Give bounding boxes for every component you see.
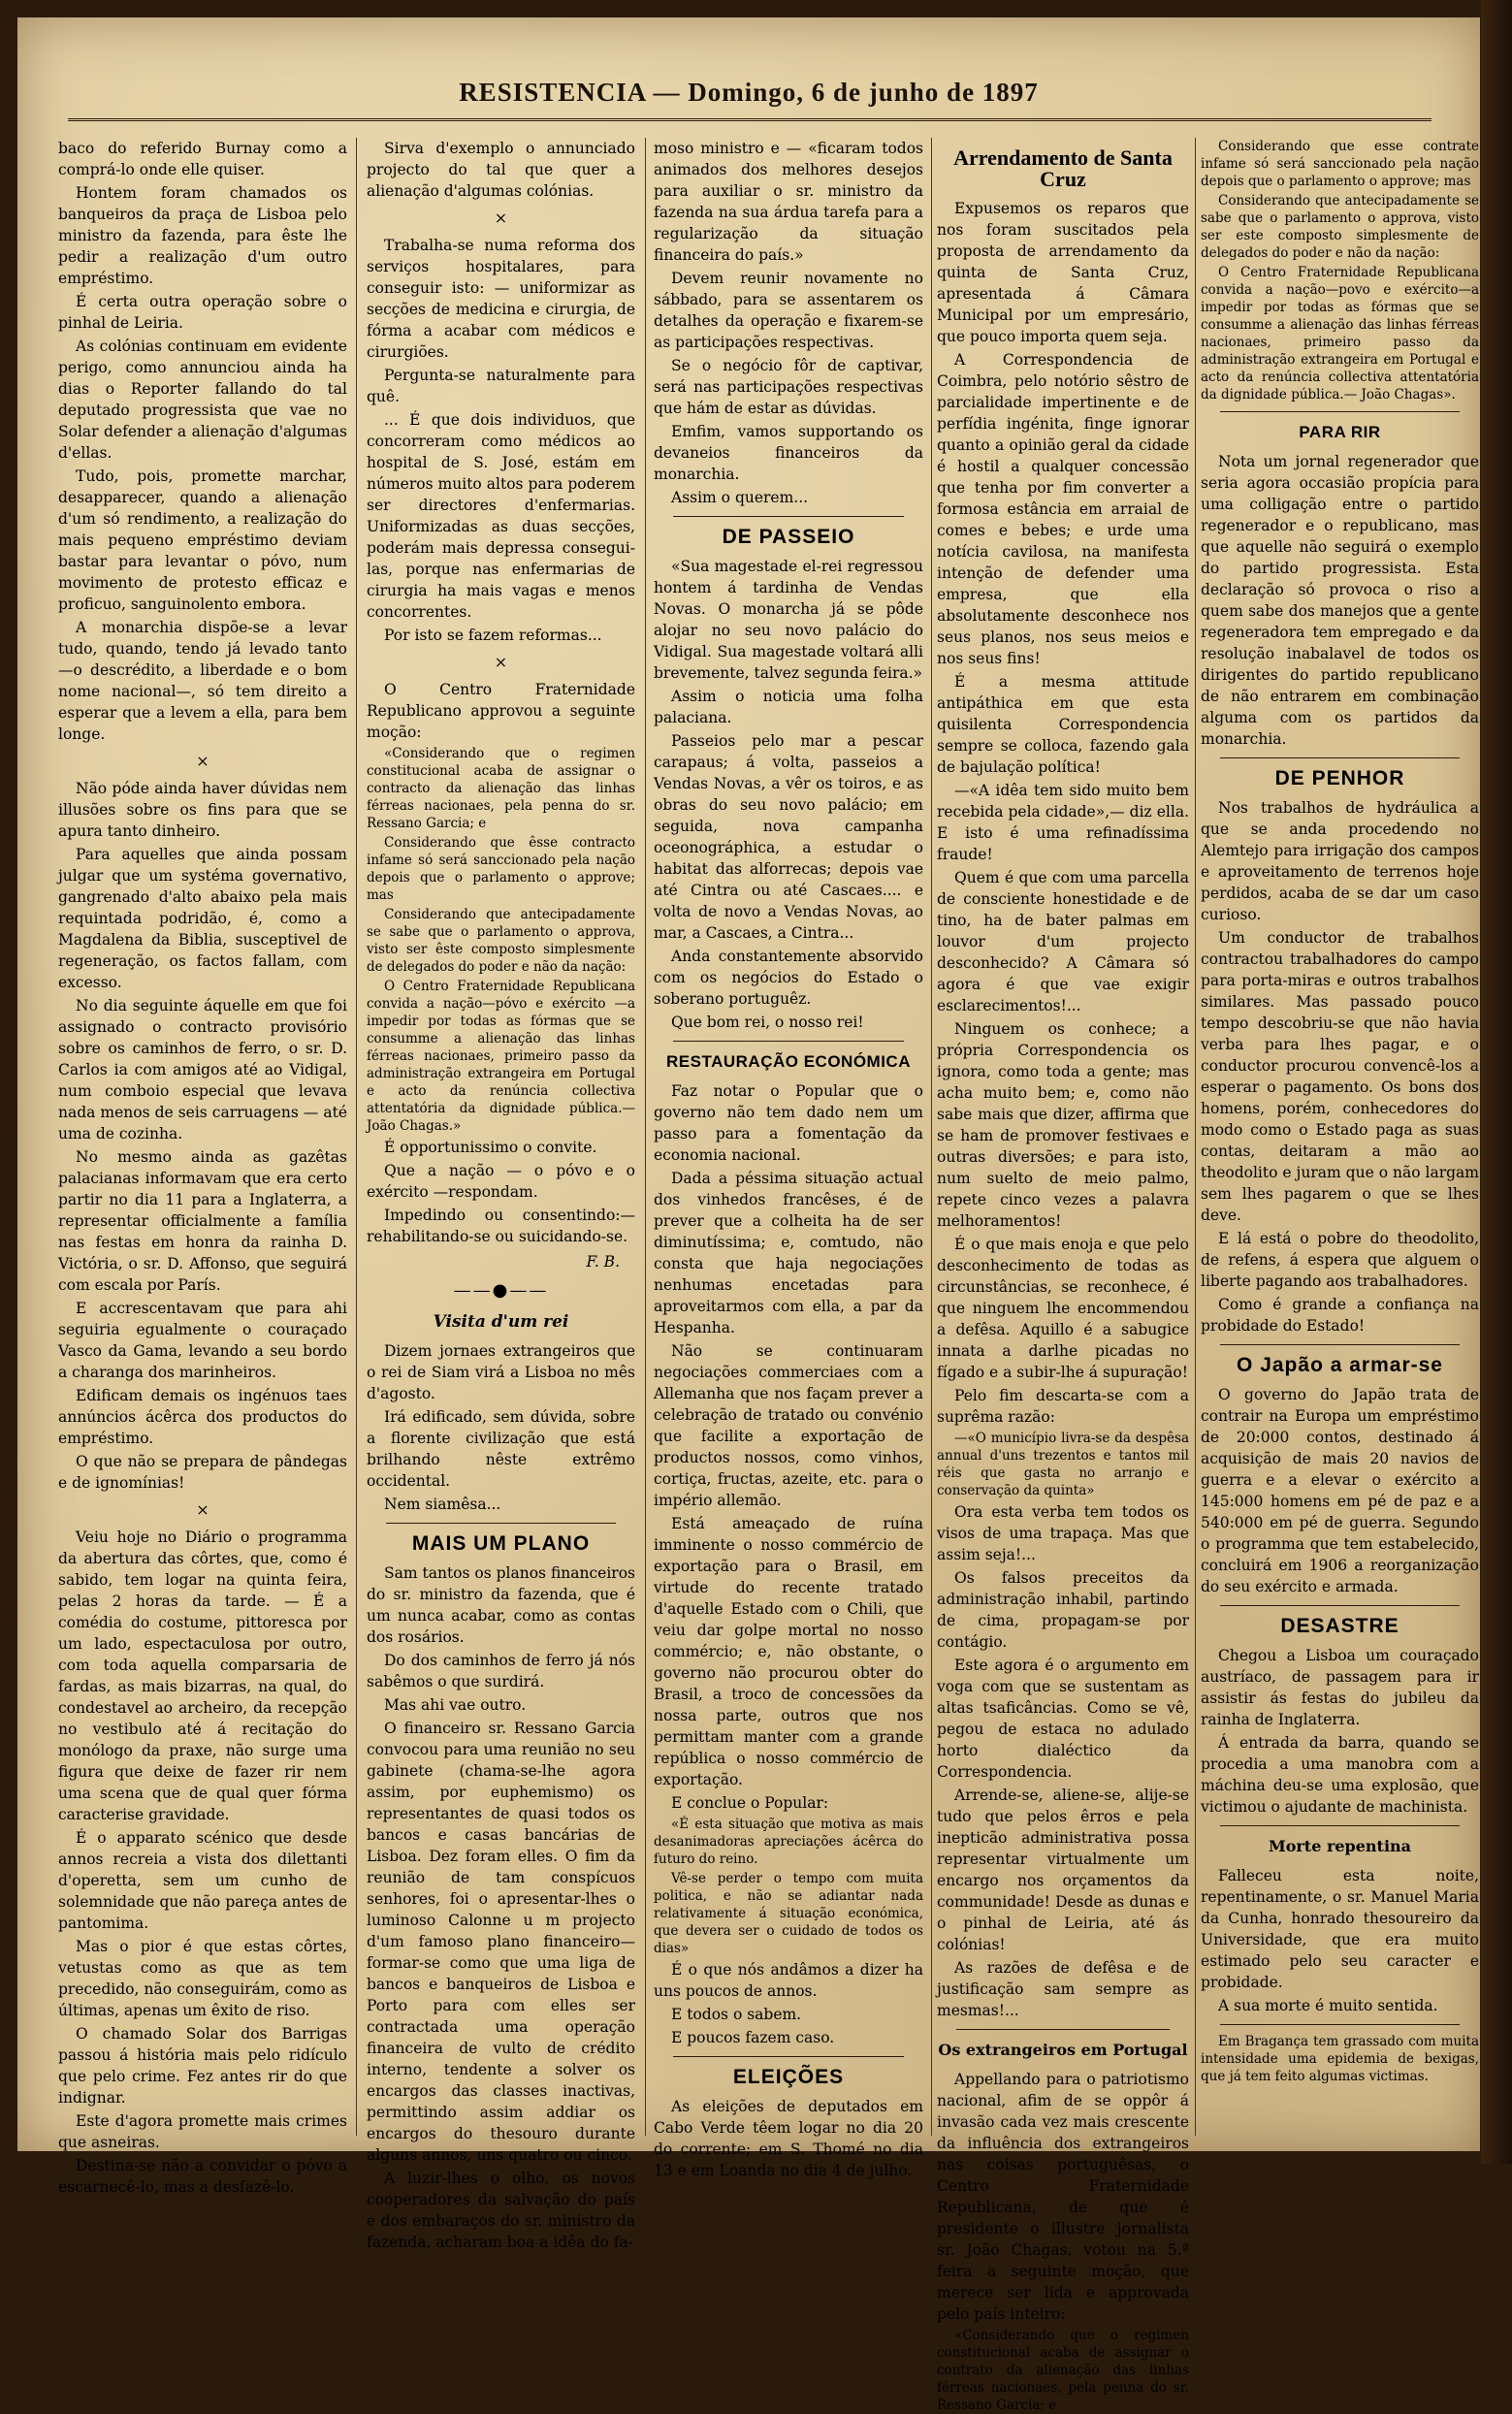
quoted-text: —«O município livra-se da despêsa annual d'uns trezentos e tantos mil réis que gasta no arranjo e conservação da quinta» [937, 1431, 1189, 1498]
masthead-rule [68, 118, 1432, 121]
headline-de-passeio: DE PASSEIO [722, 526, 855, 548]
divider [1220, 2024, 1460, 2025]
paragraph: É a mesma attitude antipáthica em que esta quisilenta Correspondencia sempre se colloca, fazendo gala de bajulação política! [937, 673, 1189, 776]
paragraph: É o apparato scénico que desde annos recreia a vista dos dilettanti d'operetta, sem um cunho de solemnidade que não pareça antes de pantomima. [58, 1829, 347, 1932]
paragraph: O financeiro sr. Ressano Garcia convocou para uma reunião no seu gabinete (chama-se-lhe agora assim, por euphemismo) os representantes de quasi todos os bancos e casas bancárias de Lisboa. Dez foram elles. O fim da reunião de tam conspícuos senhores, foi o apresentar-lhes o luminoso Calonne u m projecto d'um famoso plano financeiro—formar-se como que uma liga de bancos e banqueiros de Lisboa e Porto para com elles ser contractada uma operação financeira de vulto de crédito interno, tendente a solver os encargos das classes inactivas, permittindo assim addiar os encargos do thesouro durante alguns annos, uns quatro ou cinco. [367, 1720, 635, 2164]
paragraph: Emfim, vamos supportando os devaneios financeiros da monarchia. [654, 423, 923, 483]
paragraph: E lá está o pobre do theodolito, de refens, á espera que alguem o liberte pagando aos trabalhadores. [1201, 1230, 1479, 1290]
divider [1220, 411, 1460, 412]
paragraph: Tudo, pois, promette marchar, desapparecer, quando a alienação d'um só rendimento, a realização do mais pequeno empréstimo deviam bastar para levantar o póvo, num movimento de protesto efficaz e proficuo, sanguinolento embora. [58, 467, 347, 613]
paragraph: O que não se prepara de pândegas e de ignomínias! [58, 1453, 347, 1492]
headline-santa-cruz: Arrendamento de Santa Cruz [953, 145, 1173, 191]
divider [673, 2056, 904, 2057]
column-divider [1195, 138, 1196, 2136]
paragraph: Se o negócio fôr de captivar, será nas participações respectivas que hám de estar as dúvidas. [654, 357, 923, 417]
paragraph: Nota um jornal regenerador que seria agora occasião propícia para uma colligação entre o partido regenerador e o republicano, mas que aquelle não seguirá o exemplo do partido progressista. Esta declaração só provoca o riso a quem sabe dos manejos que a gente regeneradora tem empregado e da resolução inabalavel de todos os dirigentes do partido republicano de não entrarem em combinação alguma com os partidos da monarchia. [1201, 453, 1479, 748]
paragraph: E conclue o Popular: [671, 1794, 829, 1812]
paragraph: No dia seguinte áquelle em que foi assignado o contracto provisório sobre os caminhos de ferro, o sr. D. Carlos ia com amigos até ao Vidigal, num comboio especial que levava nada menos de seis carruagens — até uma de cozinha. [58, 997, 347, 1143]
paragraph: Edificam demais os ingénuos taes annúncios ácêrca dos productos do empréstimo. [58, 1387, 347, 1447]
paragraph: É o que mais enoja e que pelo desconhecimento de todas as circunstâncias, se reconhece, é que ninguem lhe encommendou a defêsa. Aquillo é a sabugice innata a darlhe picadas no fígado e a subir-lhe á supuração! [937, 1236, 1189, 1381]
paragraph: Pelo fim descarta-se com a suprêma razão: [937, 1387, 1189, 1426]
paragraph: Destina-se não a convidar o póvo a escarnecê-lo, mas a desfazê-lo. [58, 2157, 347, 2196]
section-separator: × [196, 1500, 209, 1519]
paragraph: Falleceu esta noite, repentinamente, o sr. Manuel Maria da Cunha, honrado thesoureiro da Universidade, que era muito estimado pelo seu caracter e probidade. [1201, 1867, 1479, 1991]
paragraph: Á entrada da barra, quando se procedia a uma manobra com a máchina deu-se uma explosão, que victimou o ajudante de machinista. [1201, 1734, 1479, 1816]
paragraph: Hontem foram chamados os banqueiros da praça de Lisboa pelo ministro da fazenda, para êste lhe pedir a realização d'um outro empréstimo. [58, 184, 347, 287]
paragraph: As colónias continuam em evidente perigo, como annunciou ainda ha dias o Reporter fallando do tal deputado progressista que vae no Solar defender a alienação d'algumas d'ellas. [58, 338, 347, 462]
quoted-text: Vê-se perder o tempo com muita politica, e não se adiantar nada relativamente á situação económica, que devera ser o cuidado de todos os dias» [654, 1871, 923, 1956]
paragraph: Pergunta-se naturalmente para quê. [367, 367, 635, 405]
paragraph: No mesmo ainda as gazêtas palacianas informavam que era certo partir no dia 11 para a Inglaterra, a representar officialmente a família nas festas em honra da rainha D. Victória, o sr. D. Affonso, que seguirá com escala por París. [58, 1148, 347, 1294]
paragraph: Veiu hoje no Diário o programma da abertura das côrtes, que, como é sabido, tem logar na quinta feira, pelas 2 horas da tarde. — É a comédia do costume, pittoresca por um lado, espectaculosa por outro, com toda aquella comparsaria de fardas, as mais bizarras, na qual, do condestavel ao archeiro, da recepção no vestibulo até á recitação do monólogo da praxe, não surge uma figura que deixe de fazer rir nem uma scena que de qual quer fórma caracterise gravidade. [58, 1529, 347, 1823]
paragraph: Expusemos os reparos que nos foram suscitados pela proposta de arrendamento da quinta de Santa Cruz, apresentada á Câmara Municipal por um empresário, que pouco importa quem seja. [937, 200, 1189, 345]
headline-para-rir: PARA RIR [1299, 423, 1381, 441]
paragraph: É opportunissimo o convite. [384, 1139, 597, 1156]
headline-mais-um-plano: MAIS UM PLANO [411, 1532, 591, 1555]
quoted-motion: Considerando que êsse contracto infame só será sanccionado pela nação depois que o parlamento o approve; mas [367, 835, 635, 903]
paragraph: E poucos fazem caso. [671, 2029, 835, 2046]
ornament-divider: ——●—— [453, 1280, 549, 1301]
quoted-motion: O Centro Fraternidade Republicana convida a nação—povo e exército—a impedir por todas as fórmas que se consumme a alienação das linhas férreas nacionaes, primeiro passo da administração extrangeira em Portugal e acto da renúncia collectiva attentatória da dignidade pública.— João Chagas». [1201, 265, 1479, 402]
column-divider [356, 138, 357, 2136]
paragraph: O chamado Solar dos Barrigas passou á história mais pelo ridículo que pelo crime. Fez antes rir do que indignar. [58, 2025, 347, 2107]
paragraph: Arrende-se, aliene-se, alije-se tudo que pelos êrros e pela inepticão administrativa possa representar virtualmente um encargo nos orçamentos da communidade! Desde as dunas e o pinhal de Leiria, até ás colónias! [937, 1786, 1189, 1953]
section-separator: × [494, 209, 508, 227]
paragraph: Ninguem os conhece; a própria Correspondencia os ignora, como toda a gente; mas acha muito bem; e, como não sabe mais que dizer, affirma que se ham de promover festivaes e outras diversões; e para isto, num suelto de meio palmo, repete cinco vezes a palavra melhoramentos! [937, 1020, 1189, 1230]
paragraph: Nem siamêsa... [384, 1496, 501, 1513]
quoted-motion: Considerando que antecipadamente se sabe que o parlamento o approva, visto ser este composto simplesmente de delegados do poder e não da nação: [1201, 193, 1479, 261]
divider [956, 2029, 1170, 2030]
headline-visita: Visita d'um rei [433, 1312, 569, 1332]
paragraph: Chegou a Lisboa um couraçado austríaco, de passagem para ir assistir ás festas do jubileu da rainha de Inglaterra. [1201, 1647, 1479, 1728]
paragraph: Este agora é o argumento em voga com que se sustentam as altas tsaficâncias. Como se vê, pegou de estaca no adulado horto dialéctico da Correspondencia. [937, 1657, 1189, 1781]
paragraph: Ora esta verba tem todos os visos de uma trapaça. Mas que assim seja!... [937, 1503, 1189, 1563]
paragraph: Como é grande a confiança na probidade do Estado! [1201, 1296, 1479, 1335]
column-5 [1201, 138, 1479, 2136]
paragraph: As razões de defêsa e de justificação sam sempre as mesmas!... [937, 1959, 1189, 2019]
paragraph: Assim o querem... [671, 489, 809, 506]
headline-extrangeiros: Os extrangeiros em Portugal [938, 2041, 1188, 2059]
divider [1220, 1344, 1460, 1345]
paragraph: A Correspondencia de Coimbra, pelo notório sêstro de parcialidade impertinente e de perfídia ingénita, finge ignorar quanto a opinião geral da cidade é hostil a qualquer concessão que tenha por fim converter a formosa estância em arraial de comes e bebes; e urde uma notícia cavilosa, na manifesta intenção de defender uma empresa, que ella absolutamente desconhece nos seus planos, nos seus meios e nos seus fins! [937, 351, 1189, 667]
signature: F. B. [586, 1253, 620, 1271]
paragraph: Faz notar o Popular que o governo não tem dado nem um passo para a fomentação da economia nacional. [654, 1082, 923, 1164]
headline-eleicoes: ELEIÇÕES [732, 2066, 845, 2088]
quoted-motion: «Considerando que o regimen constitucional acaba de assignar o contracto da alienação das linhas férreas nacionaes, pela penna do sr. Ressano Garcia; e [367, 746, 635, 831]
paragraph: Em Bragança tem grassado com muita intensidade uma epidemia de bexigas, que já tem feito algumas victimas. [1201, 2034, 1479, 2084]
divider [1220, 1605, 1460, 1606]
quoted-motion: «Considerando que o regimen constitucional acaba de assignar o contrato da alienação das linhas férreas nacionaes, pela penna do sr. Ressano Garcia; e [937, 2328, 1189, 2413]
paragraph: Para aquelles que ainda possam julgar que um systéma governativo, gangrenado d'alto abaixo pela mais requintada podridão, é, como a Magdalena da Biblia, susceptivel de regeneração, os factos fallam, com excesso. [58, 846, 347, 991]
paragraph: É o que nós andâmos a dizer ha uns poucos de annos. [654, 1961, 923, 2000]
paragraph: A luzir-lhes o olho, os novos cooperadores da salvação do país e dos embaraços do sr. ministro da fazenda, acharam boa a idêa do fa- [367, 2170, 635, 2251]
paragraph: Não póde ainda haver dúvidas nem illusões sobre os fins para que se apura tanto dinheiro. [58, 780, 347, 840]
quoted-motion: Considerando que antecipadamente se sabe que o parlamento o approva, visto ser êste composto simplesmente de delegados do poder e não da nação: [367, 907, 635, 975]
paragraph: Mas ahi vae outro. [384, 1696, 527, 1714]
paragraph: Que a nação — o póvo e o exército —respondam. [367, 1162, 635, 1201]
paragraph: Não se continuaram negociações commerciaes com a Allemanha que nos façam prever a celebração de tratado ou convénio que facilite a exportação de productos nossos, como vinhos, cortiça, fructas, azeite, etc. para o império allemão. [654, 1342, 923, 1509]
paragraph: Irá edificado, sem dúvida, sobre a florente civilização que está brilhando nêste extrêmo occidental. [367, 1408, 635, 1490]
column-divider [931, 138, 932, 2136]
column-2 [367, 138, 635, 2251]
paragraph: A sua morte é muito sentida. [1218, 1997, 1438, 2014]
paragraph: Mas o pior é que estas côrtes, vetustas como as que as tem precedido, não conseguirám, como as últimas, apenas um êxito de riso. [58, 1938, 347, 2019]
paragraph: Sam tantos os planos financeiros do sr. ministro da fazenda, que é um nunca acabar, como as contas dos rosários. [367, 1564, 635, 1646]
column-1 [58, 138, 347, 2196]
paragraph: E todos o sabem. [671, 2006, 802, 2023]
paragraph: Dada a péssima situação actual dos vinhedos francêses, é de prever que a colheita ha de ser diminutíssima; e, comtudo, não consta que haja negociações nenhumas encetadas para aproveitarmos com ella, a par da Hespanha. [654, 1170, 923, 1336]
paragraph: Anda constantemente absorvido com os negócios do Estado o soberano portuguêz. [654, 948, 923, 1008]
paragraph: Que bom rei, o nosso rei! [671, 1014, 864, 1031]
paragraph: Sirva d'exemplo o annunciado projecto do tal que quer a alienação d'algumas colónias. [367, 140, 635, 200]
paragraph: ... É que dois individuos, que concorreram como médicos ao hospital de S. José, estám em números muito altos para poderem ser directores d'enfermarias. Uniformizadas as duas secções, poderám mais depressa consegui-las, porque nas enfermarias de cirurgia ha mais vagas e menos concorrentes. [367, 411, 635, 621]
paragraph: E accrescentavam que para ahi seguiria egualmente o couraçado Vasco da Gama, levando a seu bordo a charanga dos marinheiros. [58, 1300, 347, 1381]
paragraph: Devem reunir novamente no sábbado, para se assentarem os detalhes da operação e fixarem-se as participações respectivas. [654, 270, 923, 351]
paragraph: Quem é que com uma parcella de consciente honestidade e de tino, ha de bater palmas em louvor d'um projecto desconhecido? A Câmara só agora é que vae exigir esclarecimentos!... [937, 869, 1189, 1014]
paragraph: O governo do Japão trata de contrair na Europa um empréstimo de 20:000 contos, destinado á acquisição de mais 20 navios de guerra e a elevar o exército a 145:000 homens em pé de paz e a 540:000 em pé de guerra. Segundo o programma que tem estabelecido, concluirá em 1906 a reorganização do seu exército e armada. [1201, 1386, 1479, 1595]
column-4 [937, 138, 1189, 2413]
paragraph: Por isto se fazem reformas... [384, 627, 602, 644]
paragraph: O Centro Fraternidade Republicano approvou a seguinte moção: [367, 681, 635, 741]
paragraph: A monarchia dispõe-se a levar tudo, quando, tendo já levado tanto —o descrédito, a liberdade e o bom nome nacional—, só tem direito a esperar que a levem a ella, para bem longe. [58, 619, 347, 743]
paragraph: Passeios pelo mar a pescar carapaus; á volta, passeios a Vendas Novas, a vêr os toiros, e as obras do seu novo palácio; em seguida, nova campanha oceonográphica, a estudar o habitat das alforrecas; depois vae até Cintra ou até Cascaes.... e volta de novo a Vendas Novas, ao mar, a Cascaes, a Cintra... [654, 732, 923, 942]
paragraph: Appellando para o patriotismo nacional, afim de se oppôr á invasão cada vez mais crescente da influência dos extrangeiros nas coisas portuguêsas, o Centro Fraternidade Republicana, de que é presidente o illustre jornalista sr. João Chagas, votou na 5.ª feira a seguinte moção, que merece ser lida e approvada pelo país inteiro: [937, 2071, 1189, 2323]
divider [386, 1523, 616, 1524]
paragraph: «Sua magestade el-rei regressou hontem á tardinha de Vendas Novas. O monarcha já se pôde alojar no seu novo palácio do Vidigal. Sua magestade voltará alli brevemente, talvez segunda feira.» [654, 558, 923, 682]
paragraph: É certa outra operação sobre o pinhal de Leiria. [58, 293, 347, 332]
paragraph: Assim o noticia uma folha palaciana. [654, 688, 923, 726]
headline-de-penhor: DE PENHOR [1274, 767, 1405, 789]
paragraph: Dizem jornaes extrangeiros que o rei de Siam virá a Lisboa no mês d'agosto. [367, 1342, 635, 1402]
paragraph: Do dos caminhos de ferro já nós sabêmos o que surdirá. [367, 1652, 635, 1690]
divider [673, 516, 904, 517]
page-edge [1481, 0, 1512, 2164]
headline-desastre: DESASTRE [1280, 1615, 1399, 1637]
paragraph: Impedindo ou consentindo:— rehabilitando-se ou suicidando-se. [367, 1207, 635, 1245]
quoted-motion: O Centro Fraternidade Republicana convida a nação—póvo e exército —a impedir por todas as fórmas que se consumme a alienação das linhas férreas nacionaes, primeiro passo da administração extrangeira em Portugal e acto da renúncia collectiva attentatória da dignidade pública.— João Chagas.» [367, 979, 635, 1134]
paragraph: Um conductor de trabalhos contractou trabalhadores do campo para porta-miras e outros trabalhos similares. Mas passado pouco tempo descobriu-se que não havia verba para lhes pagar, e o conductor procurou convencê-los a esperar o pagamento. Os bons dos homens, porém, conhecedores do modo como o Estado paga as suas contas, deitaram a mão ao theodolito e juram que o não largam sem lhes pagarem o que se lhes deve. [1201, 929, 1479, 1224]
headline-morte-repentina: Morte repentina [1268, 1837, 1412, 1855]
paragraph: Trabalha-se numa reforma dos serviços hospitalares, para conseguir isto: — uniformizar as secções de medicina e cirurgia, de fórma a acabar com médicos e cirurgiões. [367, 237, 635, 361]
headline-restauracao: RESTAURAÇÃO ECONÓMICA [666, 1052, 911, 1071]
quoted-motion: Considerando que esse contrate infame só será sanccionado pela nação depois que o parlamento o approve; mas [1201, 139, 1479, 189]
paragraph: baco do referido Burnay como a comprá-lo onde elle quiser. [58, 140, 347, 178]
divider [1220, 757, 1460, 758]
section-separator: × [494, 653, 508, 671]
paragraph: moso ministro e — «ficaram todos animados dos melhores desejos para auxiliar o sr. ministro da fazenda na sua árdua tarefa para a regularização da situação financeira do país.» [654, 140, 923, 264]
divider [1220, 1825, 1460, 1826]
paragraph: Os falsos preceitos da administração inhabil, partindo de cima, propagam-se por contágio. [937, 1569, 1189, 1651]
paragraph: Este d'agora promette mais crimes que asneiras. [58, 2112, 347, 2151]
headline-japao: O Japão a armar-se [1237, 1354, 1443, 1376]
section-separator: × [196, 752, 209, 770]
masthead: RESISTENCIA — Domingo, 6 de junho de 1897 [459, 78, 1039, 107]
paragraph: As eleições de deputados em Cabo Verde têem logar no dia 20 do corrente; em S. Thomé no dia 13 e em Loanda no dia 4 de julho. [654, 2098, 923, 2179]
paragraph: Está ameaçado de ruína imminente o nosso commércio de exportação para o Brasil, em virtude do recente tratado d'aquelle Estado com o Chili, que veiu dar golpe mortal no nosso commércio; e, não obstante, o governo não procurou obter do Brasil, a troco de concessões da nossa parte, outros que nos permittam manter com a grande república o nosso commércio de exportação. [654, 1515, 923, 1788]
paragraph: —«A idêa tem sido muito bem recebida pela cidade»,— diz ella. E isto é uma refinadíssima fraude! [937, 782, 1189, 863]
quoted-text: «É esta situação que motiva as mais desanimadoras apreciações ácêrca do futuro do reino. [654, 1817, 923, 1867]
paragraph: Nos trabalhos de hydráulica a que se anda procedendo no Alemtejo para irrigação dos campos e aproveitamento de terrenos hoje perdidos, acaba de se dar um caso curioso. [1201, 799, 1479, 923]
column-divider [645, 138, 646, 2136]
divider [673, 1041, 904, 1042]
column-3 [654, 138, 923, 2179]
